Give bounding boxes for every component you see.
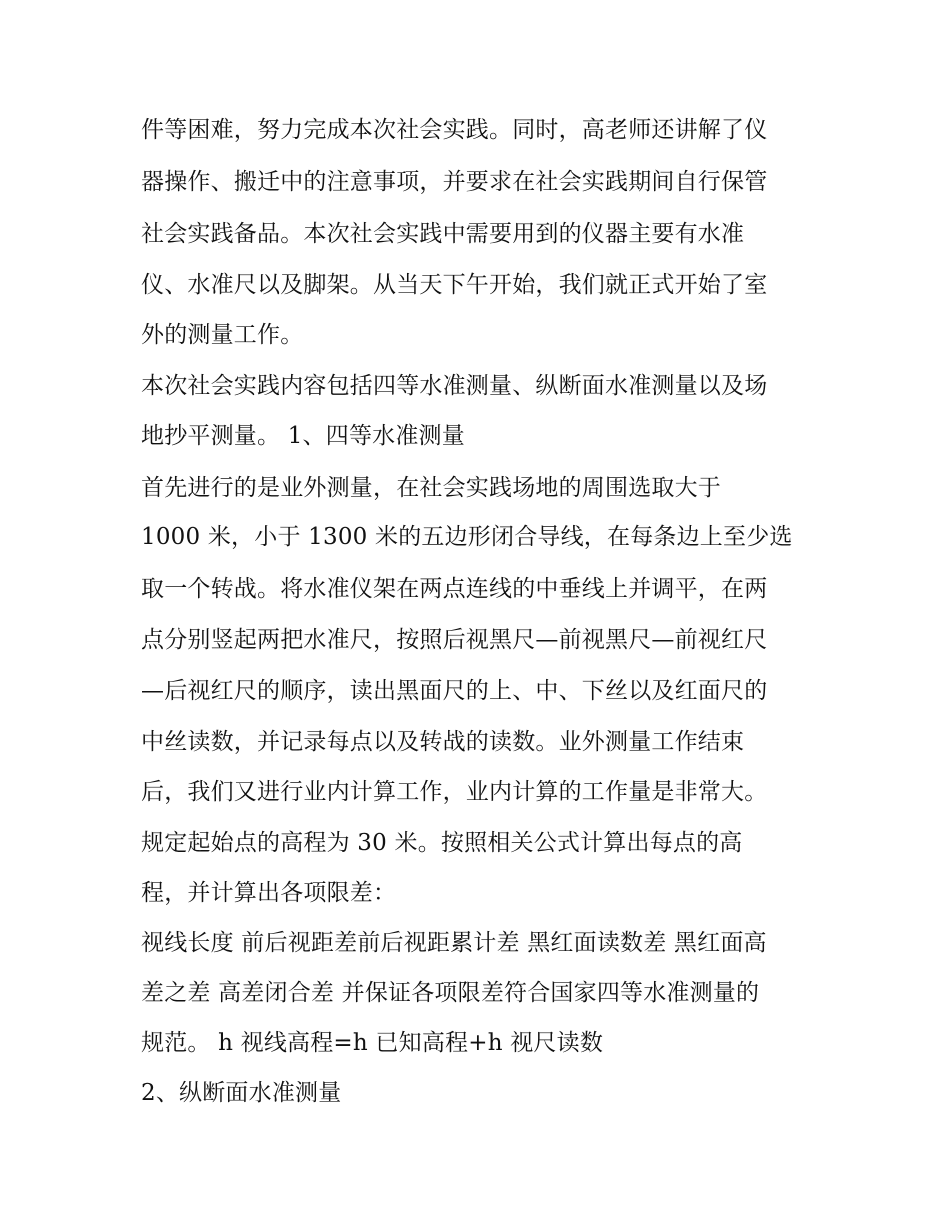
paragraph-line-16: 程，并计算出各项限差： <box>141 880 397 906</box>
paragraph-line-18: 差之差 高差闭合差 并保证各项限差符合国家四等水准测量的 <box>141 980 760 1006</box>
paragraph-line-15: 规定起始点的高程为 30 米。按照相关公式计算出每点的高 <box>141 830 743 856</box>
paragraph-line-7: 地抄平测量。 1、四等水准测量 <box>141 423 465 449</box>
paragraph-line-4: 仪、水准尺以及脚架。从当天下午开始，我们就正式开始了室 <box>141 272 768 298</box>
paragraph-line-6: 本次社会实践内容包括四等水准测量、纵断面水准测量以及场 <box>141 373 768 399</box>
paragraph-line-9: 1000 米，小于 1300 米的五边形闭合导线，在每条边上至少选 <box>141 524 793 550</box>
section-heading-line: 2、纵断面水准测量 <box>141 1080 342 1106</box>
paragraph-line-1: 件等困难，努力完成本次社会实践。同时，高老师还讲解了仪 <box>141 117 768 143</box>
paragraph-line-13: 中丝读数，并记录每点以及转战的读数。业外测量工作结束 <box>141 729 745 755</box>
paragraph-line-14: 后，我们又进行业内计算工作，业内计算的工作量是非常大。 <box>141 779 768 805</box>
paragraph-line-17: 视线长度 前后视距差前后视距累计差 黑红面读数差 黑红面高 <box>141 930 767 956</box>
paragraph-line-3: 社会实践备品。本次社会实践中需要用到的仪器主要有水准 <box>141 221 745 247</box>
paragraph-line-5: 外的测量工作。 <box>141 322 304 348</box>
paragraph-line-11: 点分别竖起两把水准尺，按照后视黑尺—前视黑尺—前视红尺 <box>141 627 768 653</box>
paragraph-line-8: 首先进行的是业外测量，在社会实践场地的周围选取大于 <box>141 475 721 501</box>
paragraph-line-2: 器操作、搬迁中的注意事项，并要求在社会实践期间自行保管 <box>141 169 768 195</box>
paragraph-line-10: 取一个转战。将水准仪架在两点连线的中垂线上并调平，在两 <box>141 576 768 602</box>
paragraph-line-19: 规范。 h 视线高程=h 已知高程+h 视尺读数 <box>141 1030 604 1056</box>
paragraph-line-12: —后视红尺的顺序，读出黑面尺的上、中、下丝以及红面尺的 <box>141 678 768 704</box>
